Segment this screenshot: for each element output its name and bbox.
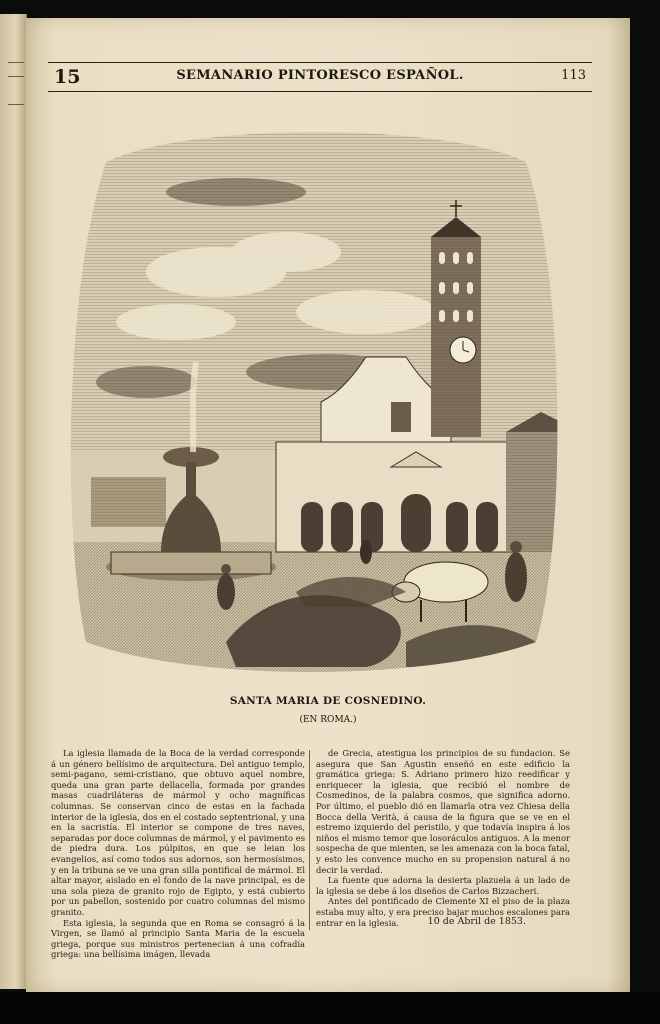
paragraph: La fuente que adorna la desierta plazuela á un lado de la iglesia se debe á los diseños de Carlos Bizzacheri.: [316, 875, 570, 896]
magazine-title: SEMANARIO PINTORESCO ESPAÑOL.: [176, 68, 464, 83]
church-engraving-illustration: [66, 122, 558, 672]
issue-number: 15: [54, 66, 81, 88]
paragraph: Antes del pontificado de Clemente XI el piso de la plaza estaba muy alto, y era preciso bajar muchos escalones para entrar en la iglesia.: [316, 896, 570, 928]
adjacent-page-edge: [0, 14, 27, 989]
paragraph: La iglesia llamada de la Boca de la verdad corresponde á un género bellísimo de arquitectura. Del antiguo templo, semi-pagano, semi-cristiano, que obtuvo aquel nombre, queda una gran parte dellacella, formada por grandes masas cuadriláteras de mármol y ocho magníficas columnas. Se conservan cinco de estas en la fachada interior de la iglesia, dos en el costado septentrional, y una en la sacristía. El interior se compone de tres naves, separadas por doce columnas de mármol, y el pavimento es de piedra dura. Los púlpitos, en que se leian los evangelios, así como todos sus adornos, son hermosísimos, y en la tribuna se ve una gran silla pontifical de mármol. El altar mayor, aislado en el fondo de la nave principal, es de una sola pieza de granito rojo de Egipto, y está cubierto por un pabellon, sostenido por cuatro columnas del mismo granito.: [51, 748, 305, 917]
page-number: 113: [561, 68, 586, 83]
paragraph: de Grecia, atestigua los principios de su fundacion. Se asegura que San Agustin enseñó en este edificio la gramática griega: S. Adriano primero hizo reedificar y enriquecer la iglesia, que recibió el nombre de Cosmedinos, de la palabra cosmos, que significa adorno. Por último, el pueblo dió en llamarla otra vez Chiesa della Bocca della Verità, á causa de la figura que se ve en el estremo izquierdo del peristilo, y que todavía inspira á los niños el mismo temor que losoráculos antiguos. A la menor sospecha de que mienten, se les amenaza con la boca fatal, y esto les convence mucho en su propension natural á no decir la verdad.: [316, 748, 570, 875]
illustration-subcaption: (EN ROMA.): [299, 715, 357, 725]
paragraph: Esta iglesia, la segunda que en Roma se consagró á la Virgen, se llamó al principio Santa Maria de la escuela griega, porque sus ministros pertenecian á una cofradía griega: una bellísima imágen, llevada: [51, 917, 305, 960]
publication-date: 10 de Abril de 1853.: [427, 916, 526, 927]
page-header: [48, 62, 592, 92]
scan-background: [0, 992, 660, 1024]
magazine-page: [26, 18, 630, 992]
article-column-right: [316, 748, 570, 928]
column-divider: [309, 750, 310, 930]
illustration-caption: SANTA MARIA DE COSNEDINO.: [229, 695, 427, 707]
article-column-left: [51, 748, 305, 960]
